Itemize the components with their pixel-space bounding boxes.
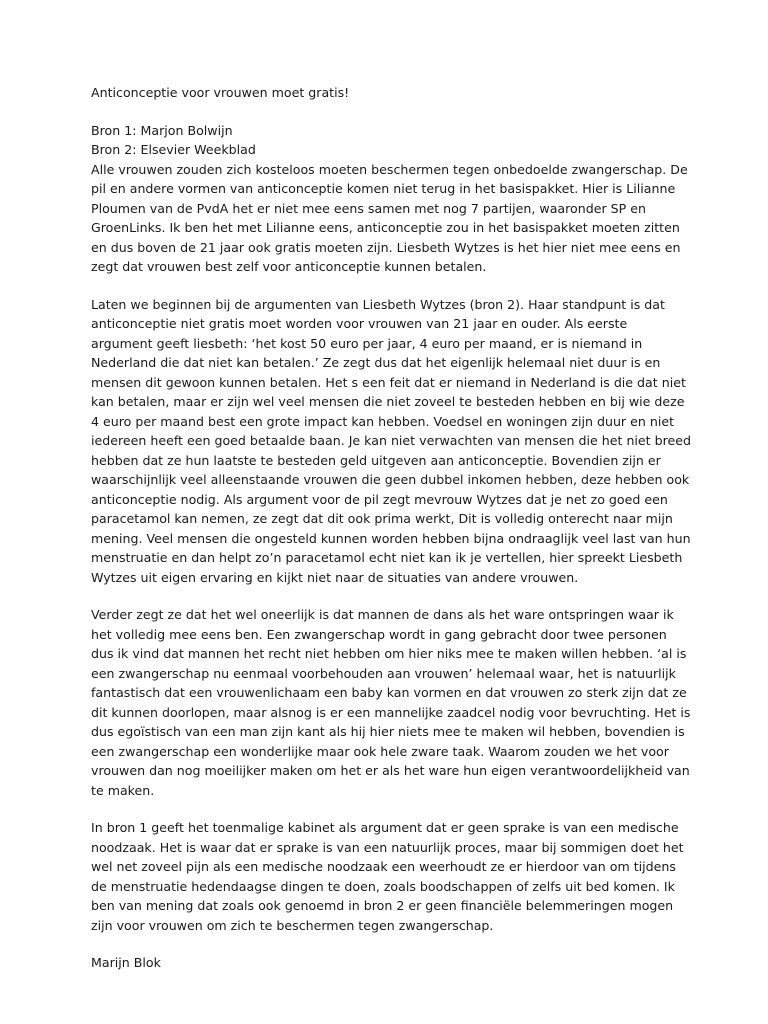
source-line-1: Bron 1: Marjon Bolwijn — [91, 122, 233, 138]
body-paragraph-2: Laten we beginnen bij de argumenten van Liesbeth Wytzes (bron 2). Haar standpunt is dat anticonceptie niet gratis moet worden voor vrouwen van 21 jaar en ouder. Als eerste argument geeft liesbeth: ‘het kost 50 euro per jaar, 4 euro per maand, er is niemand in Nederland die dat niet kan betalen.’ Ze zegt dus dat het eigenlijk helemaal niet duur is en mensen dit gewoon kunnen betalen. Het s een feit dat er niemand in Nederland is die dat niet kan betalen, maar er zijn wel veel mensen die niet zoveel te besteden hebben en bij wie deze 4 euro per maand best een grote impact kan hebben. Voedsel en woningen zijn duur en niet iedereen heeft een goed betaalde baan. Je kan niet verwachten van mensen die het niet breed hebben dat ze hun laatste te besteden geld uitgeven aan anticonceptie. Bovendien zijn er waarschijnlijk veel alleenstaande vrouwen die geen dubbel inkomen hebben, deze hebben ook anticonceptie nodig. Als argument voor de pil zegt mevrouw Wytzes dat je net zo goed een paracetamol kan nemen, ze zegt dat dit ook prima werkt, Dit is volledig onterecht naar mijn mening. Veel mensen die ongesteld kunnen worden hebben bijna ondraaglijk veel last van hun menstruatie en dan helpt zo’n paracetamol echt niet kan ik je vertellen, hier spreekt Liesbeth Wytzes uit eigen ervaring en kijkt niet naar de situaties van andere vrouwen. — [91, 296, 692, 585]
author-signature: Marijn Blok — [91, 955, 161, 970]
document-page — [91, 83, 691, 973]
source-line-2: Bron 2: Elsevier Weekblad — [91, 142, 256, 157]
body-paragraph-3: Verder zegt ze dat het wel oneerlijk is dat mannen de dans als het ware ontspringen waar ik het volledig mee eens ben. Een zwangerschap wordt in gang gebracht door twee personen dus ik vind dat mannen het recht niet hebben om hier niks mee te maken willen hebben. ‘al is een zwangerschap nu eenmaal voorbehouden aan vrouwen’ helemaal waar, het is natuurlijk fantastisch dat een vrouwenlichaam een baby kan vormen en dat vrouwen zo sterk zijn dat ze dit kunnen doorlopen, maar alsnog is er een mannelijke zaadcel nodig voor bevruchting. Het is dus egoïstisch van een man zijn kant als hij hier niets mee te maken wil hebben, bovendien is een zwangerschap een wonderlijke maar ook hele zware taak. Waarom zouden we het voor vrouwen dan nog moeilijker maken om het er als het ware hun eigen verantwoordelijkheid van te maken. — [91, 607, 691, 798]
body-paragraph-1: Alle vrouwen zouden zich kosteloos moeten beschermen tegen onbedoelde zwangerschap. De pil en andere vormen van anticonceptie komen niet terug in het basispakket. Hier is Lilianne Ploumen van de PvdA het er niet mee eens samen met nog 7 partijen, waaronder SP en GroenLinks. Ik ben het met Lilianne eens, anticonceptie zou in het basispakket moeten zitten en dus boven de 21 jaar ook gratis moeten zijn. Liesbeth Wytzes is het hier niet mee eens en zegt dat vrouwen best zelf voor anticonceptie kunnen betalen. — [91, 161, 688, 274]
document-title: Anticonceptie voor vrouwen moet gratis! — [91, 85, 350, 100]
body-paragraph-4: In bron 1 geeft het toenmalige kabinet als argument dat er geen sprake is van een medische noodzaak. Het is waar dat er sprake is van een natuurlijk proces, maar bij sommigen doet het wel net zoveel pijn als een medische noodzaak een weerhoudt ze er hierdoor van om tijdens de menstruatie hedendaagse dingen te doen, zoals boodschappen of zelfs uit bed komen. Ik ben van mening dat zoals ook genoemd in bron 2 er geen financiële belemmeringen mogen zijn voor vrouwen om zich te beschermen tegen zwangerschap. — [91, 820, 684, 933]
